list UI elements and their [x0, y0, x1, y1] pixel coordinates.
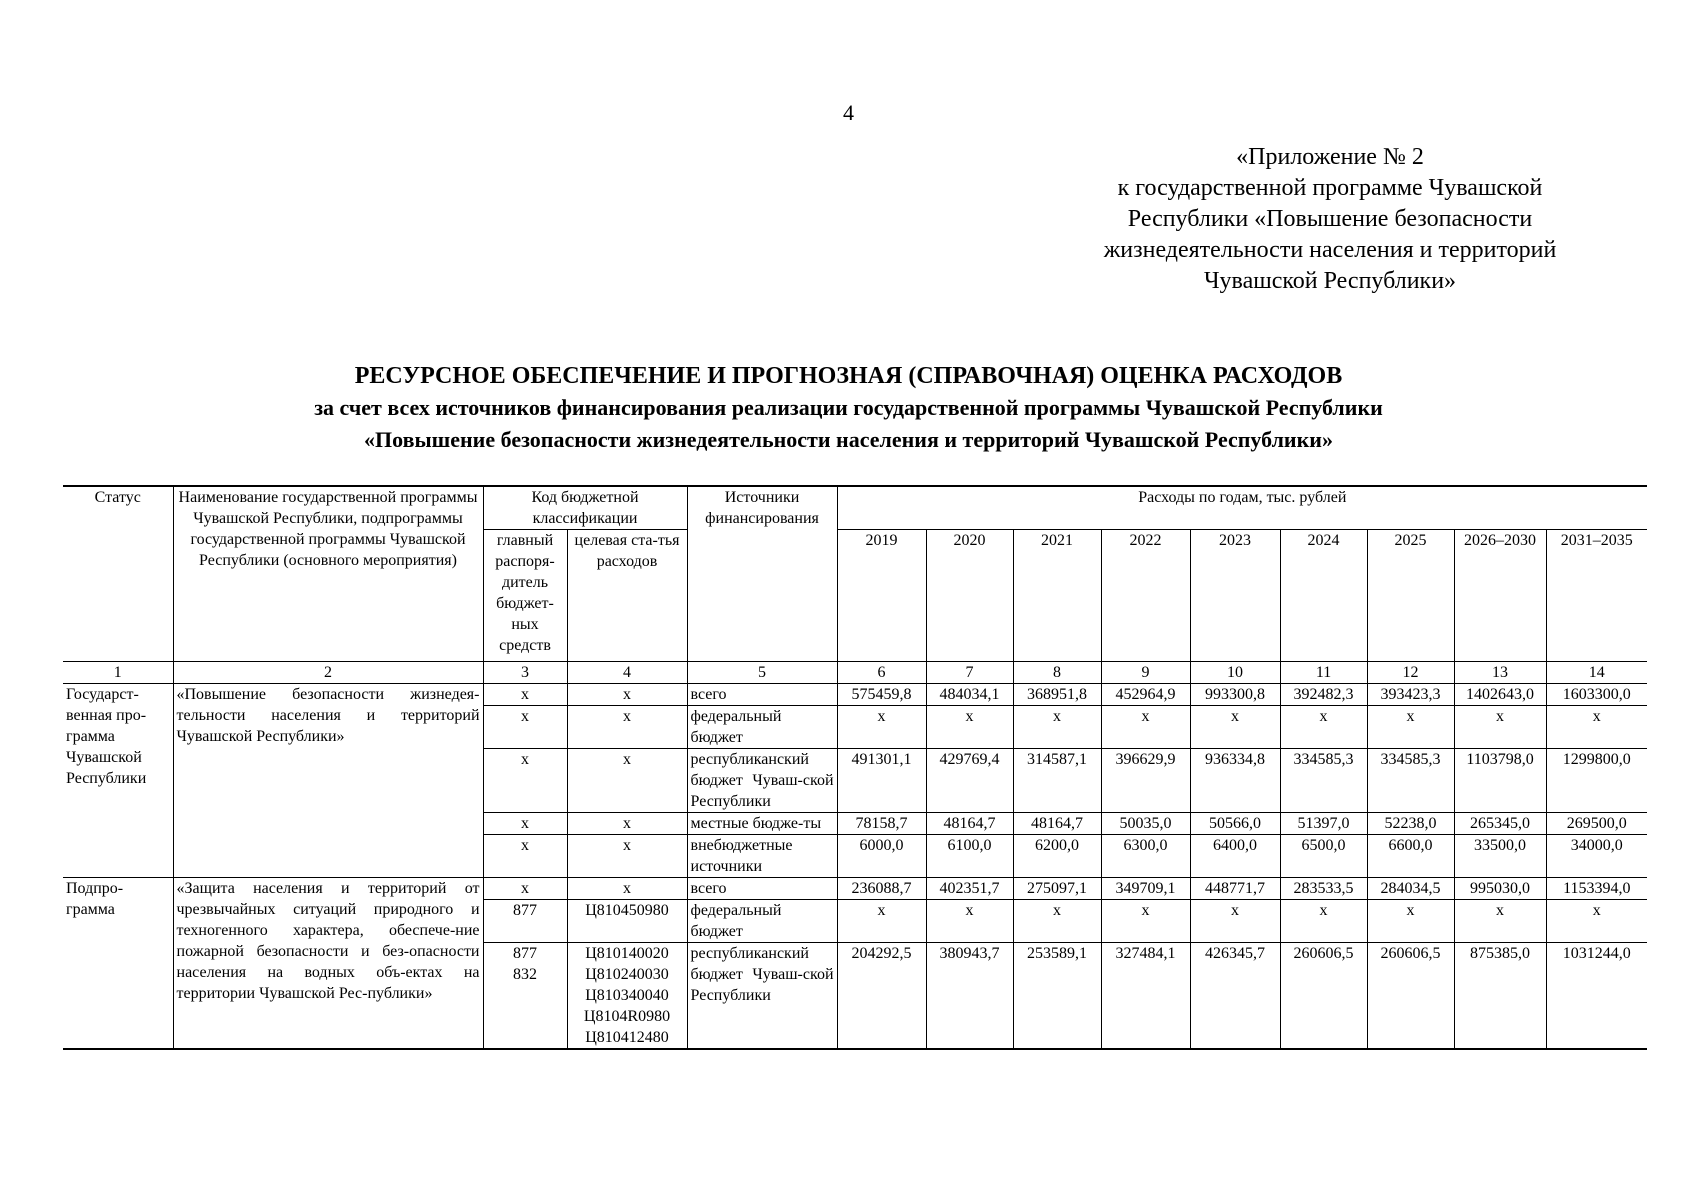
column-number: 12 — [1367, 662, 1454, 684]
grbs-cell — [483, 835, 567, 878]
value-cell: 334585,3 — [1280, 749, 1367, 813]
grbs-code: x — [521, 837, 529, 854]
value-cell: 260606,5 — [1367, 943, 1454, 1050]
value-cell: 283533,5 — [1280, 878, 1367, 900]
column-number: 8 — [1013, 662, 1101, 684]
header-year: 2021 — [1013, 530, 1101, 662]
value-cell: 349709,1 — [1101, 878, 1190, 900]
value-cell: x — [1190, 900, 1280, 943]
value-cell: x — [1546, 706, 1647, 749]
grbs-code: 832 — [513, 966, 537, 983]
header-year: 2031–2035 — [1546, 530, 1647, 662]
csr-cell — [567, 706, 687, 749]
value-cell: 1153394,0 — [1546, 878, 1647, 900]
value-cell: 402351,7 — [926, 878, 1013, 900]
value-cell: x — [1101, 900, 1190, 943]
value-cell: 51397,0 — [1280, 813, 1367, 835]
value-cell: 993300,8 — [1190, 684, 1280, 706]
value-cell: x — [1280, 900, 1367, 943]
value-cell: 1103798,0 — [1454, 749, 1546, 813]
program-name-cell: «Защита населения и территорий от чрезвычайных ситуаций природного и техногенного характера, обеспече-ние пожарной безопасности и без-опасности населения на водных объ-ектах на территории Чувашской Рес-публики» — [173, 878, 483, 1050]
column-number-row — [63, 662, 1647, 684]
source-cell: федеральный бюджет — [687, 900, 837, 943]
value-cell: 260606,5 — [1280, 943, 1367, 1050]
table-row — [63, 684, 1647, 706]
source-cell: республиканский бюджет Чуваш-ской Республики — [687, 749, 837, 813]
csr-cell — [567, 900, 687, 943]
value-cell: 429769,4 — [926, 749, 1013, 813]
value-cell: 484034,1 — [926, 684, 1013, 706]
status-cell: Государст-венная про-грамма Чувашской Республики — [63, 684, 173, 878]
value-cell: 204292,5 — [837, 943, 926, 1050]
csr-code: x — [623, 837, 631, 854]
value-cell: 6500,0 — [1280, 835, 1367, 878]
appendix-line: к государственной программе Чувашской — [1117, 175, 1543, 201]
grbs-code: x — [521, 686, 529, 703]
resource-table — [63, 485, 1647, 1050]
header-status: Статус — [63, 486, 173, 662]
csr-code: x — [623, 815, 631, 832]
header-name: Наименование государственной программы Чувашской Республики, подпрограммы государственной программы Чувашской Республики (основного мероприятия) — [173, 486, 483, 662]
value-cell: x — [1280, 706, 1367, 749]
value-cell: x — [1013, 900, 1101, 943]
table-body — [63, 684, 1647, 1050]
value-cell: 50035,0 — [1101, 813, 1190, 835]
source-cell: федеральный бюджет — [687, 706, 837, 749]
value-cell: 426345,7 — [1190, 943, 1280, 1050]
value-cell: 393423,3 — [1367, 684, 1454, 706]
column-number: 4 — [567, 662, 687, 684]
value-cell: 6000,0 — [837, 835, 926, 878]
value-cell: x — [926, 900, 1013, 943]
grbs-code: x — [521, 708, 529, 725]
program-name-cell: «Повышение безопасности жизнедея-тельности населения и территорий Чувашской Республики» — [173, 684, 483, 878]
value-cell: 50566,0 — [1190, 813, 1280, 835]
csr-code: x — [623, 880, 631, 897]
header-row — [63, 486, 1647, 530]
value-cell: 1402643,0 — [1454, 684, 1546, 706]
header-year: 2022 — [1101, 530, 1190, 662]
grbs-cell — [483, 813, 567, 835]
title-line-2: за счет всех источников финансирования реализации государственной программы Чувашской Республики — [314, 395, 1383, 420]
grbs-code: x — [521, 880, 529, 897]
header-year: 2024 — [1280, 530, 1367, 662]
value-cell: 34000,0 — [1546, 835, 1647, 878]
value-cell: 327484,1 — [1101, 943, 1190, 1050]
header-year: 2019 — [837, 530, 926, 662]
value-cell: 269500,0 — [1546, 813, 1647, 835]
value-cell: 314587,1 — [1013, 749, 1101, 813]
column-number: 5 — [687, 662, 837, 684]
source-cell: внебюджетные источники — [687, 835, 837, 878]
appendix-line: жизнедеятельности населения и территорий — [1103, 237, 1557, 263]
column-number: 11 — [1280, 662, 1367, 684]
column-number: 1 — [63, 662, 173, 684]
grbs-code: 877 — [513, 945, 537, 962]
csr-cell — [567, 813, 687, 835]
source-cell: республиканский бюджет Чуваш-ской Республики — [687, 943, 837, 1050]
value-cell: 368951,8 — [1013, 684, 1101, 706]
column-number: 14 — [1546, 662, 1647, 684]
value-cell: 253589,1 — [1013, 943, 1101, 1050]
value-cell: 875385,0 — [1454, 943, 1546, 1050]
value-cell: x — [1190, 706, 1280, 749]
csr-code: x — [623, 708, 631, 725]
value-cell: 284034,5 — [1367, 878, 1454, 900]
grbs-cell — [483, 684, 567, 706]
value-cell: x — [1367, 900, 1454, 943]
header-source: Источники финансирования — [687, 486, 837, 662]
header-year: 2026–2030 — [1454, 530, 1546, 662]
header-year: 2025 — [1367, 530, 1454, 662]
value-cell: 1603300,0 — [1546, 684, 1647, 706]
value-cell: 236088,7 — [837, 878, 926, 900]
column-number: 9 — [1101, 662, 1190, 684]
column-number: 3 — [483, 662, 567, 684]
column-number: 10 — [1190, 662, 1280, 684]
column-number: 7 — [926, 662, 1013, 684]
grbs-cell — [483, 878, 567, 900]
csr-code: Ц810140020 — [585, 945, 669, 962]
csr-cell — [567, 835, 687, 878]
value-cell: 6400,0 — [1190, 835, 1280, 878]
appendix-reference — [1080, 142, 1580, 297]
grbs-cell — [483, 749, 567, 813]
value-cell: 6300,0 — [1101, 835, 1190, 878]
title-line-3: «Повышение безопасности жизнедеятельности населения и территорий Чувашской Республики» — [364, 427, 1333, 452]
value-cell: 1031244,0 — [1546, 943, 1647, 1050]
grbs-code: x — [521, 815, 529, 832]
document-title — [0, 360, 1697, 456]
grbs-code: x — [521, 751, 529, 768]
column-number: 6 — [837, 662, 926, 684]
value-cell: 995030,0 — [1454, 878, 1546, 900]
value-cell: 6600,0 — [1367, 835, 1454, 878]
csr-cell — [567, 684, 687, 706]
grbs-cell — [483, 900, 567, 943]
page-number: 4 — [843, 100, 854, 125]
grbs-code: 877 — [513, 902, 537, 919]
value-cell: 392482,3 — [1280, 684, 1367, 706]
csr-code: Ц810240030 — [585, 966, 669, 983]
csr-code: Ц810450980 — [585, 902, 669, 919]
value-cell: x — [837, 900, 926, 943]
value-cell: 448771,7 — [1190, 878, 1280, 900]
appendix-line: «Приложение № 2 — [1236, 144, 1424, 170]
value-cell: 48164,7 — [1013, 813, 1101, 835]
header-year: 2023 — [1190, 530, 1280, 662]
value-cell: 396629,9 — [1101, 749, 1190, 813]
header-expenses: Расходы по годам, тыс. рублей — [837, 486, 1647, 530]
csr-cell — [567, 749, 687, 813]
csr-cell — [567, 943, 687, 1050]
status-cell: Подпро-грамма — [63, 878, 173, 1050]
csr-code: x — [623, 686, 631, 703]
table-row — [63, 878, 1647, 900]
source-cell: всего — [687, 684, 837, 706]
value-cell: 6100,0 — [926, 835, 1013, 878]
value-cell: 452964,9 — [1101, 684, 1190, 706]
value-cell: 33500,0 — [1454, 835, 1546, 878]
value-cell: 78158,7 — [837, 813, 926, 835]
value-cell: 491301,1 — [837, 749, 926, 813]
value-cell: 48164,7 — [926, 813, 1013, 835]
title-line-1: РЕСУРСНОЕ ОБЕСПЕЧЕНИЕ И ПРОГНОЗНАЯ (СПРАВОЧНАЯ) ОЦЕНКА РАСХОДОВ — [354, 363, 1343, 389]
csr-code: Ц8104R0980 — [583, 1008, 671, 1025]
value-cell: 52238,0 — [1367, 813, 1454, 835]
header-code: Код бюджетной классификации — [483, 486, 687, 530]
value-cell: 334585,3 — [1367, 749, 1454, 813]
value-cell: 380943,7 — [926, 943, 1013, 1050]
csr-code: Ц810340040 — [585, 987, 669, 1004]
value-cell: x — [926, 706, 1013, 749]
value-cell: x — [1546, 900, 1647, 943]
source-cell: местные бюдже-ты — [687, 813, 837, 835]
value-cell: x — [1367, 706, 1454, 749]
value-cell: x — [1454, 706, 1546, 749]
value-cell: 936334,8 — [1190, 749, 1280, 813]
value-cell: 575459,8 — [837, 684, 926, 706]
source-cell: всего — [687, 878, 837, 900]
csr-cell — [567, 878, 687, 900]
column-number: 2 — [173, 662, 483, 684]
appendix-line: Республики «Повышение безопасности — [1127, 206, 1533, 232]
value-cell: 265345,0 — [1454, 813, 1546, 835]
header-year: 2020 — [926, 530, 1013, 662]
header-csr: целевая ста-тья расходов — [567, 530, 687, 662]
value-cell: 275097,1 — [1013, 878, 1101, 900]
value-cell: x — [1013, 706, 1101, 749]
value-cell: 1299800,0 — [1546, 749, 1647, 813]
appendix-line: Чувашской Республики» — [1203, 268, 1457, 294]
csr-code: x — [623, 751, 631, 768]
column-number: 13 — [1454, 662, 1546, 684]
value-cell: x — [837, 706, 926, 749]
grbs-cell — [483, 943, 567, 1050]
value-cell: x — [1454, 900, 1546, 943]
value-cell: x — [1101, 706, 1190, 749]
csr-code: Ц810412480 — [585, 1029, 669, 1046]
header-grbs: главный распоря-дитель бюджет-ных средств — [483, 530, 567, 662]
grbs-cell — [483, 706, 567, 749]
value-cell: 6200,0 — [1013, 835, 1101, 878]
